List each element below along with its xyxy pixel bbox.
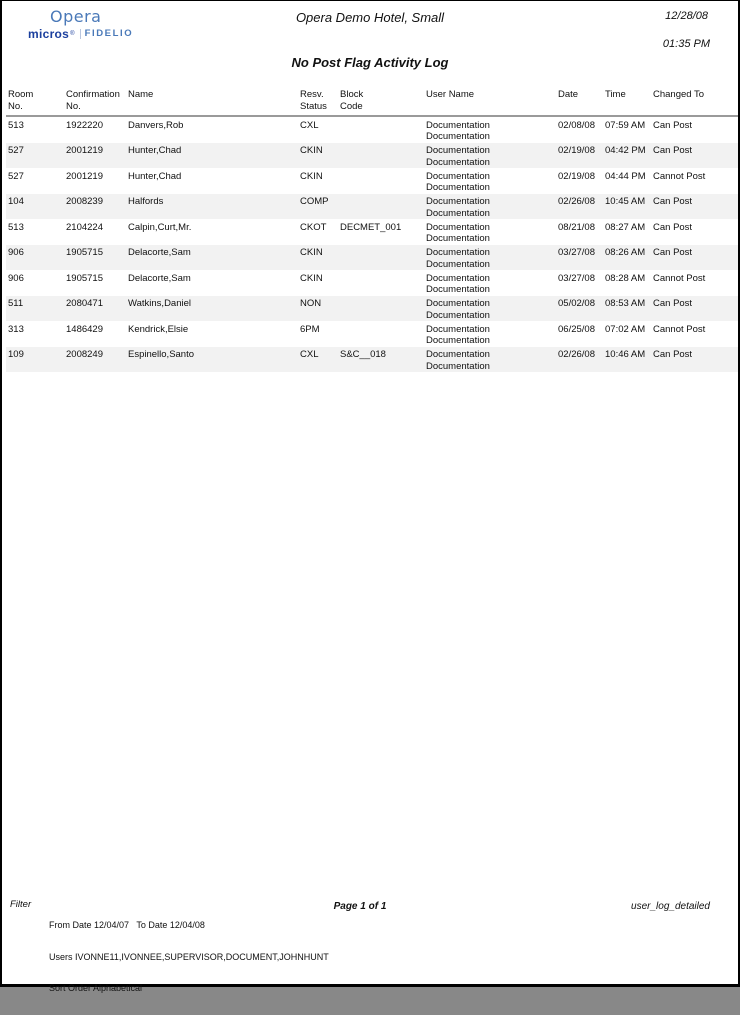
cell-date: 05/02/08 bbox=[558, 298, 595, 309]
column-header-date bbox=[556, 89, 603, 112]
cell-changed-to: Can Post bbox=[653, 145, 693, 156]
filter-date-range: From Date 12/04/07 To Date 12/04/08 bbox=[49, 920, 205, 930]
user-name-line-1: Documentation bbox=[426, 170, 490, 182]
filter-users: Users IVONNE11,IVONNEE,SUPERVISOR,DOCUMENT,JOHNHUNT bbox=[49, 951, 329, 962]
user-name-line-2: Documentation bbox=[426, 207, 490, 219]
cell-room-no: 109 bbox=[8, 349, 24, 360]
column-header-line: User Name bbox=[426, 89, 475, 100]
cell-confirmation-no: 1922220 bbox=[66, 119, 103, 131]
cell-room-no: 513 bbox=[8, 119, 24, 131]
cell-name: Espinello,Santo bbox=[128, 349, 195, 360]
opera-logo-text: Opera bbox=[50, 7, 102, 26]
table-row bbox=[6, 245, 738, 271]
cell-confirmation-no: 2104224 bbox=[66, 221, 103, 233]
micros-fidelio-wordmark bbox=[28, 28, 133, 40]
cell-confirmation-no: 1486429 bbox=[66, 323, 103, 335]
user-name-line-1: Documentation bbox=[426, 247, 490, 258]
cell-block-code bbox=[338, 196, 424, 219]
table-header-row bbox=[6, 89, 738, 117]
cell-user-name bbox=[424, 298, 556, 321]
cell-user-name bbox=[424, 196, 556, 219]
cell-changed-to: Cannot Post bbox=[653, 272, 706, 284]
cell-date: 02/08/08 bbox=[558, 119, 595, 131]
cell-user-name bbox=[424, 222, 556, 245]
user-name-line-1: Documentation bbox=[426, 272, 490, 284]
cell-time: 08:28 AM bbox=[605, 272, 646, 284]
cell-date: 06/25/08 bbox=[558, 323, 595, 335]
cell-room-no: 906 bbox=[8, 247, 24, 258]
cell-resv-status: CXL bbox=[300, 349, 319, 360]
cell-room-no: 513 bbox=[8, 221, 24, 233]
cell-user-name bbox=[424, 120, 556, 143]
page-number: Page 1 of 1 bbox=[333, 901, 387, 912]
print-date: 12/28/08 bbox=[665, 10, 708, 22]
cell-resv-status: COMP bbox=[300, 196, 329, 207]
cell-room-no: 104 bbox=[8, 196, 24, 207]
table-row bbox=[6, 117, 738, 143]
user-name-line-1: Documentation bbox=[426, 145, 490, 156]
cell-name: Hunter,Chad bbox=[128, 145, 182, 156]
cell-resv-status: CKIN bbox=[300, 272, 323, 284]
report-title: No Post Flag Activity Log bbox=[291, 55, 449, 70]
fidelio-logo-text: FIDELIO bbox=[84, 28, 134, 40]
cell-name: Kendrick,Elsie bbox=[128, 323, 189, 335]
user-name-line-2: Documentation bbox=[426, 360, 490, 372]
table-row bbox=[6, 219, 738, 245]
cell-block-code bbox=[338, 298, 424, 321]
logo-divider bbox=[80, 29, 81, 39]
cell-time: 04:44 PM bbox=[605, 170, 646, 182]
column-header-line: No. bbox=[8, 100, 23, 112]
filter-label: Filter bbox=[10, 899, 32, 910]
user-name-line-1: Documentation bbox=[426, 298, 490, 309]
cell-room-no: 906 bbox=[8, 272, 24, 284]
user-name-line-1: Documentation bbox=[426, 221, 490, 233]
cell-date: 02/19/08 bbox=[558, 170, 595, 182]
cell-date: 03/27/08 bbox=[558, 247, 595, 258]
user-name-line-2: Documentation bbox=[426, 335, 490, 346]
user-name-line-2: Documentation bbox=[426, 258, 490, 270]
column-header-block-code bbox=[338, 89, 424, 112]
filter-details bbox=[49, 899, 329, 1015]
cell-changed-to: Can Post bbox=[653, 298, 693, 309]
activity-log-table bbox=[6, 89, 738, 372]
registered-mark-icon: ® bbox=[70, 31, 75, 37]
column-header-line: No. bbox=[66, 100, 81, 112]
user-name-line-1: Documentation bbox=[426, 349, 490, 360]
table-row bbox=[6, 270, 738, 296]
cell-block-code: S&C__018 bbox=[340, 349, 386, 360]
micros-logo-text: micros bbox=[28, 27, 70, 41]
column-header-resv-status bbox=[298, 89, 338, 112]
cell-name: Delacorte,Sam bbox=[128, 247, 191, 258]
cell-time: 08:53 AM bbox=[605, 298, 646, 309]
user-name-line-1: Documentation bbox=[426, 119, 490, 131]
user-name-line-2: Documentation bbox=[426, 309, 490, 321]
cell-block-code: DECMET_001 bbox=[340, 221, 402, 233]
user-name-line-2: Documentation bbox=[426, 182, 490, 193]
cell-resv-status: CKIN bbox=[300, 145, 323, 156]
filter-sort-order: Sort Order Alphabetical bbox=[49, 983, 143, 993]
table-row bbox=[6, 296, 738, 322]
column-header-line: Confirmation bbox=[66, 89, 120, 100]
cell-confirmation-no: 1905715 bbox=[66, 247, 103, 258]
cell-name: Danvers,Rob bbox=[128, 119, 184, 131]
column-header-name bbox=[126, 89, 298, 112]
cell-name: Watkins,Daniel bbox=[128, 298, 192, 309]
column-header-confirmation-no bbox=[64, 89, 126, 112]
user-name-line-2: Documentation bbox=[426, 284, 490, 295]
cell-resv-status: CKIN bbox=[300, 247, 323, 258]
cell-block-code bbox=[338, 273, 424, 296]
column-header-changed-to bbox=[651, 89, 738, 112]
cell-confirmation-no: 2001219 bbox=[66, 145, 103, 156]
cell-confirmation-no: 2080471 bbox=[66, 298, 103, 309]
column-header-line: Room bbox=[8, 89, 34, 100]
cell-changed-to: Cannot Post bbox=[653, 170, 706, 182]
report-header bbox=[2, 1, 738, 89]
cell-date: 02/26/08 bbox=[558, 349, 595, 360]
user-name-line-2: Documentation bbox=[426, 156, 490, 168]
cell-date: 03/27/08 bbox=[558, 272, 595, 284]
column-header-line: Date bbox=[558, 89, 579, 100]
cell-confirmation-no: 2001219 bbox=[66, 170, 103, 182]
cell-date: 08/21/08 bbox=[558, 221, 595, 233]
cell-name: Hunter,Chad bbox=[128, 170, 182, 182]
cell-block-code bbox=[338, 171, 424, 194]
cell-changed-to: Cannot Post bbox=[653, 323, 706, 335]
cell-room-no: 527 bbox=[8, 145, 24, 156]
cell-time: 08:26 AM bbox=[605, 247, 646, 258]
column-header-time bbox=[603, 89, 651, 112]
cell-block-code bbox=[338, 145, 424, 168]
user-name-line-2: Documentation bbox=[426, 131, 490, 142]
column-header-room-no bbox=[6, 89, 64, 112]
cell-time: 07:02 AM bbox=[605, 323, 646, 335]
column-header-line: Status bbox=[300, 100, 327, 112]
cell-changed-to: Can Post bbox=[653, 221, 693, 233]
table-row bbox=[6, 168, 738, 194]
cell-confirmation-no: 1905715 bbox=[66, 272, 103, 284]
cell-resv-status: CKIN bbox=[300, 170, 323, 182]
cell-room-no: 527 bbox=[8, 170, 24, 182]
cell-confirmation-no: 2008249 bbox=[66, 349, 103, 360]
cell-block-code bbox=[338, 247, 424, 270]
cell-user-name bbox=[424, 171, 556, 194]
table-row bbox=[6, 143, 738, 169]
column-header-user-name bbox=[424, 89, 556, 112]
cell-name: Calpin,Curt,Mr. bbox=[128, 221, 192, 233]
column-header-line: Block bbox=[340, 89, 364, 100]
report-id: user_log_detailed bbox=[631, 901, 710, 912]
cell-user-name bbox=[424, 324, 556, 347]
cell-name: Delacorte,Sam bbox=[128, 272, 191, 284]
cell-user-name bbox=[424, 145, 556, 168]
cell-user-name bbox=[424, 273, 556, 296]
cell-resv-status: CXL bbox=[300, 119, 319, 131]
cell-time: 07:59 AM bbox=[605, 119, 646, 131]
cell-user-name bbox=[424, 349, 556, 372]
cell-date: 02/26/08 bbox=[558, 196, 595, 207]
column-header-line: Code bbox=[340, 100, 363, 112]
user-name-line-1: Documentation bbox=[426, 196, 490, 207]
table-row bbox=[6, 347, 738, 373]
cell-time: 10:45 AM bbox=[605, 196, 646, 207]
cell-time: 10:46 AM bbox=[605, 349, 646, 360]
column-header-line: Name bbox=[128, 89, 154, 100]
column-header-line: Changed To bbox=[653, 89, 705, 100]
cell-block-code bbox=[338, 324, 424, 347]
table-row bbox=[6, 321, 738, 347]
column-header-line: Resv. bbox=[300, 89, 324, 100]
table-row bbox=[6, 194, 738, 220]
column-header-line: Time bbox=[605, 89, 626, 100]
cell-changed-to: Can Post bbox=[653, 349, 693, 360]
cell-changed-to: Can Post bbox=[653, 247, 693, 258]
user-name-line-2: Documentation bbox=[426, 233, 490, 244]
cell-date: 02/19/08 bbox=[558, 145, 595, 156]
cell-resv-status: CKOT bbox=[300, 221, 327, 233]
cell-block-code bbox=[338, 120, 424, 143]
hotel-name: Opera Demo Hotel, Small bbox=[295, 10, 445, 25]
cell-time: 04:42 PM bbox=[605, 145, 646, 156]
cell-room-no: 511 bbox=[8, 298, 24, 309]
cell-room-no: 313 bbox=[8, 323, 24, 335]
cell-confirmation-no: 2008239 bbox=[66, 196, 103, 207]
cell-changed-to: Can Post bbox=[653, 196, 693, 207]
user-name-line-1: Documentation bbox=[426, 323, 490, 335]
print-time: 01:35 PM bbox=[662, 38, 710, 50]
cell-name: Halfords bbox=[128, 196, 164, 207]
table-body bbox=[6, 117, 738, 372]
cell-changed-to: Can Post bbox=[653, 119, 693, 131]
cell-resv-status: NON bbox=[300, 298, 322, 309]
cell-time: 08:27 AM bbox=[605, 221, 646, 233]
cell-resv-status: 6PM bbox=[300, 323, 320, 335]
cell-user-name bbox=[424, 247, 556, 270]
